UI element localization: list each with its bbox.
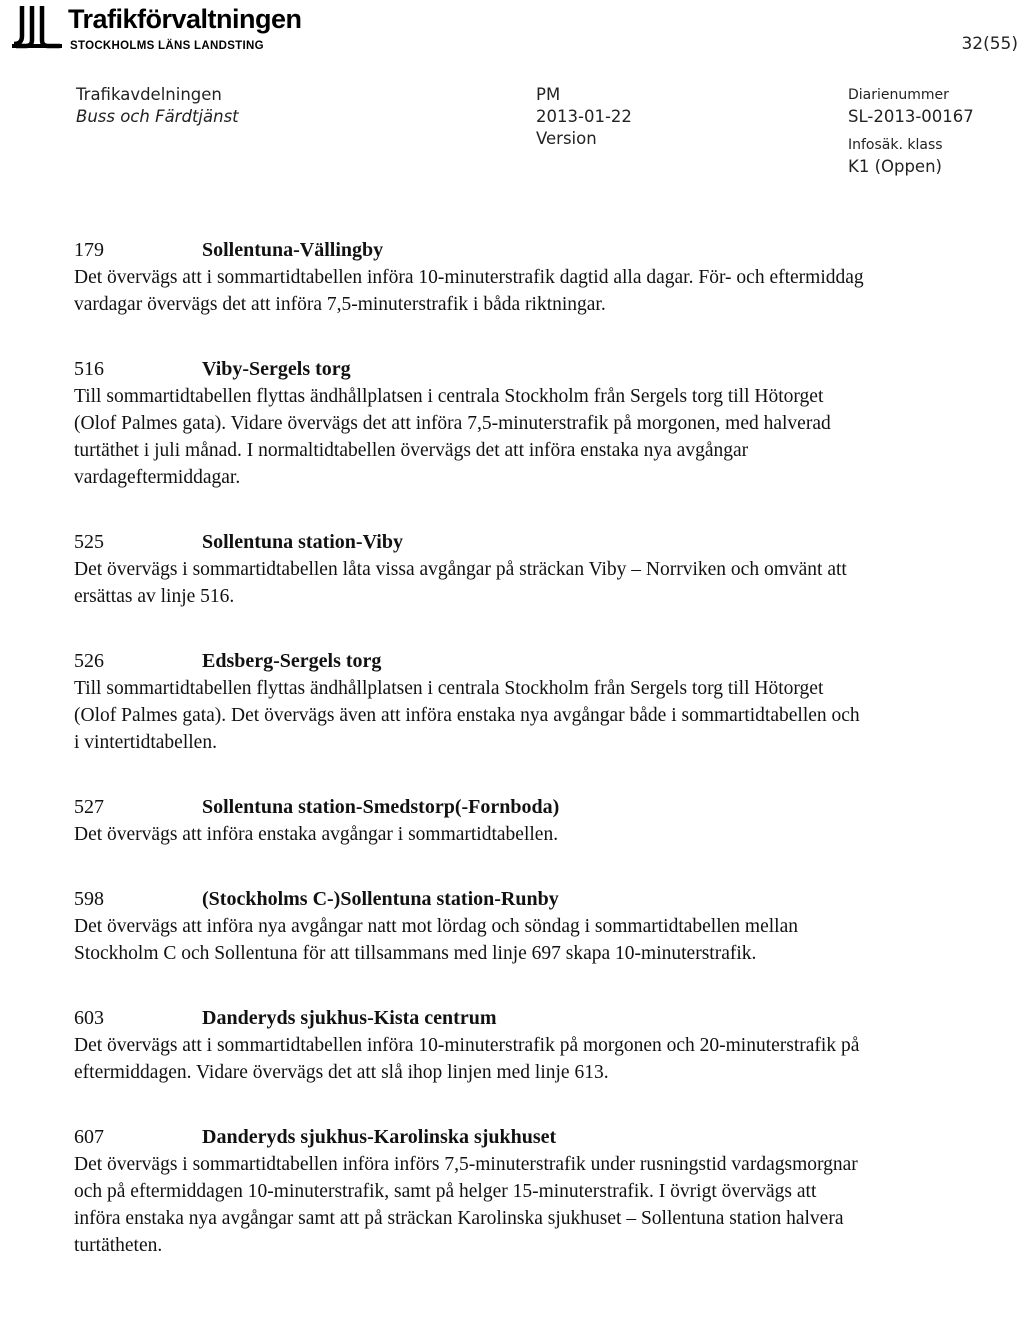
line-description: Det övervägs att i sommartidtabellen införa 10-minuterstrafik på morgonen och 20-minuterstrafik på eftermiddagen. Vidare övervägs det att slå ihop linjen med linje 613. xyxy=(74,1035,860,1083)
line-description: Till sommartidtabellen flyttas ändhållplatsen i centrala Stockholm från Sergels torg till Hötorget (Olof Palmes gata). Vidare övervägs det att införa 7,5-minuterstrafik på morgonen, med halverad turtäthet i juli månad. I normaltidtabellen övervägs det att införa enstaka nya avgångar vardageftermiddagar. xyxy=(74,386,831,488)
line-heading xyxy=(74,793,864,821)
line-description: Det övervägs att införa nya avgångar natt mot lördag och söndag i sommartidtabellen mellan Stockholm C och Sollentuna för att tillsammans med linje 697 skapa 10-minuterstrafik. xyxy=(74,916,798,964)
line-item xyxy=(74,355,864,491)
logo-mark-icon xyxy=(12,4,62,50)
line-heading xyxy=(74,885,864,913)
line-number: 516 xyxy=(74,358,104,380)
line-item xyxy=(74,528,864,610)
org-name: Trafikförvaltningen xyxy=(68,4,302,34)
line-title: (Stockholms C-)Sollentuna station-Runby xyxy=(202,888,559,910)
class-value: K1 (Oppen) xyxy=(848,157,942,176)
line-item xyxy=(74,647,864,756)
line-title: Sollentuna-Vällingby xyxy=(202,239,384,261)
line-description: Det övervägs att i sommartidtabellen införa 10-minuterstrafik dagtid alla dagar. För- och eftermiddag vardagar övervägs det att införa 7,5-minuterstrafik i båda riktningar. xyxy=(74,267,864,315)
line-item xyxy=(74,1123,864,1259)
line-number: 527 xyxy=(74,796,104,818)
line-heading xyxy=(74,647,864,675)
line-heading xyxy=(74,1123,864,1151)
line-number: 603 xyxy=(74,1007,104,1029)
line-number: 526 xyxy=(74,650,104,672)
header-diary-block xyxy=(848,84,974,178)
diary-label: Diarienummer xyxy=(848,87,949,103)
class-label: Infosäk. klass xyxy=(848,137,943,153)
line-item xyxy=(74,793,864,848)
line-item xyxy=(74,885,864,967)
line-heading xyxy=(74,1004,864,1032)
line-title: Sollentuna station-Smedstorp(-Fornboda) xyxy=(202,796,560,818)
line-list xyxy=(74,236,864,1296)
line-item xyxy=(74,1004,864,1086)
unit: Buss och Färdtjänst xyxy=(76,107,239,126)
line-heading xyxy=(74,528,864,556)
line-title: Edsberg-Sergels torg xyxy=(202,650,382,672)
line-description: Det övervägs i sommartidtabellen införa införs 7,5-minuterstrafik under rusningstid vardagsmorgnar och på eftermiddagen 10-minuterstrafik, samt på helger 15-minuterstrafik. I övrigt övervägs att införa enstaka nya avgångar samt att på sträckan Karolinska sjukhuset – Sollentuna station halvera turtätheten. xyxy=(74,1154,858,1256)
line-number: 525 xyxy=(74,531,104,553)
line-description: Det övervägs att införa enstaka avgångar i sommartidtabellen. xyxy=(74,824,559,845)
diary-number: SL-2013-00167 xyxy=(848,107,974,126)
line-heading xyxy=(74,355,864,383)
line-description: Det övervägs i sommartidtabellen låta vissa avgångar på sträckan Viby – Norrviken och omvänt att ersättas av linje 516. xyxy=(74,559,847,607)
line-number: 179 xyxy=(74,239,104,261)
line-description: Till sommartidtabellen flyttas ändhållplatsen i centrala Stockholm från Sergels torg till Hötorget (Olof Palmes gata). Det övervägs även att införa enstaka nya avgångar både i sommartidtabellen och i vintertidtabellen. xyxy=(74,678,860,753)
line-number: 598 xyxy=(74,888,104,910)
doc-type: PM xyxy=(536,85,561,104)
line-title: Danderyds sjukhus-Karolinska sjukhuset xyxy=(202,1126,557,1148)
line-title: Danderyds sjukhus-Kista centrum xyxy=(202,1007,497,1029)
org-subtitle: STOCKHOLMS LÄNS LANDSTING xyxy=(70,40,264,52)
line-heading xyxy=(74,236,864,264)
header-department-block xyxy=(76,84,239,128)
line-number: 607 xyxy=(74,1126,104,1148)
doc-date: 2013-01-22 xyxy=(536,107,632,126)
line-title: Viby-Sergels torg xyxy=(202,358,351,380)
page-number: 32(55) xyxy=(961,34,1018,54)
line-item xyxy=(74,236,864,318)
logo xyxy=(12,4,352,56)
line-title: Sollentuna station-Viby xyxy=(202,531,403,553)
version-label: Version xyxy=(536,129,597,148)
department: Trafikavdelningen xyxy=(76,85,222,104)
header-doc-block xyxy=(536,84,632,150)
